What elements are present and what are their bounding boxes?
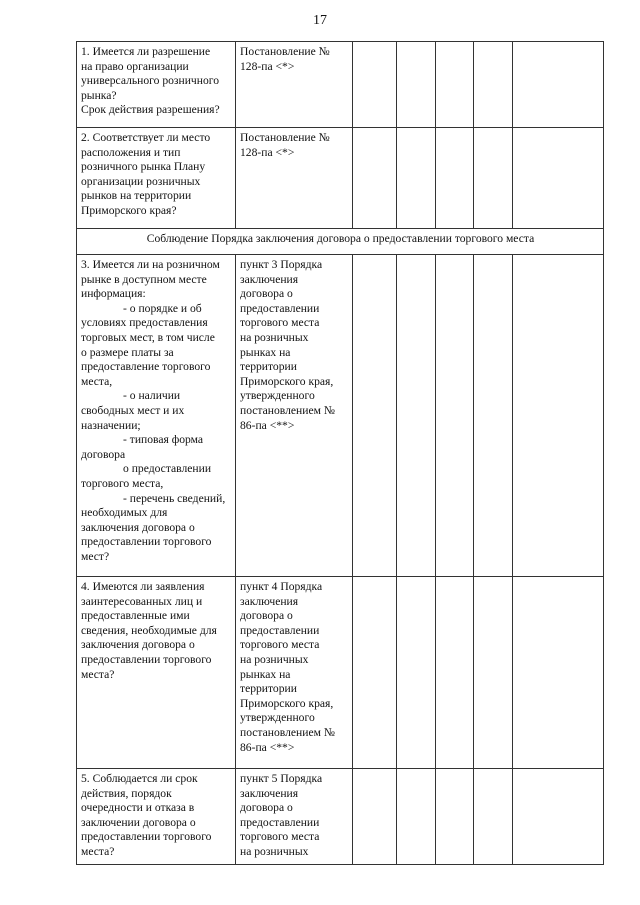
question-line: 3. Имеется ли на розничном [81, 258, 220, 271]
basis-line: Постановление № [240, 131, 330, 144]
question-line: места, [81, 374, 113, 388]
question-line: универсального розничного [81, 74, 220, 88]
basis-line: договора о [240, 287, 293, 301]
question-line: - о наличии [123, 389, 181, 403]
basis-line: на розничных [240, 844, 309, 858]
basis-line: Приморского края, [240, 374, 334, 388]
basis-line: территории [240, 682, 297, 696]
basis-line: 128-па <*> [240, 145, 295, 159]
question-line: мест? [81, 549, 110, 563]
basis-line: на розничных [240, 652, 309, 666]
page-number: 17 [313, 13, 327, 28]
basis-line: предоставлении [240, 623, 320, 637]
question-line: свободных мест и их [81, 403, 185, 417]
legal-basis-cell [236, 42, 353, 128]
empty-cell[interactable] [513, 42, 604, 128]
basis-line: договора о [240, 801, 293, 815]
empty-cell[interactable] [397, 577, 436, 769]
basis-line: заключения [240, 786, 299, 800]
empty-cell[interactable] [513, 769, 604, 865]
question-line: - о порядке и об [123, 301, 202, 315]
question-line: назначении; [81, 418, 141, 432]
empty-cell[interactable] [353, 769, 397, 865]
question-line: очередности и отказа в [81, 801, 195, 815]
basis-line: заключения [240, 272, 299, 286]
section-heading: Соблюдение Порядка заключения договора о предоставлении торгового места [77, 229, 604, 255]
basis-line: территории [240, 360, 297, 374]
question-line: информация: [81, 287, 146, 301]
basis-line: торгового места [240, 830, 320, 844]
question-line: на право организации [81, 59, 189, 73]
legal-basis-cell [236, 255, 353, 577]
empty-cell[interactable] [474, 769, 513, 865]
question-line: организации розничных [81, 174, 201, 188]
empty-cell[interactable] [436, 42, 474, 128]
basis-line: утвержденного [240, 389, 315, 403]
empty-cell[interactable] [513, 255, 604, 577]
basis-line: утвержденного [240, 711, 315, 725]
question-cell [77, 42, 236, 128]
table-row [77, 577, 604, 769]
legal-basis-cell [236, 128, 353, 229]
basis-line: предоставлении [240, 301, 320, 315]
empty-cell[interactable] [353, 577, 397, 769]
basis-line: пункт 5 Порядка [240, 772, 323, 785]
question-line: 2. Соответствует ли место [81, 131, 211, 144]
question-line: 4. Имеются ли заявления [81, 580, 205, 593]
basis-line: торгового места [240, 638, 320, 652]
question-cell [77, 769, 236, 865]
question-line: предоставленные ими [81, 609, 190, 623]
empty-cell[interactable] [397, 42, 436, 128]
question-line: заключения договора о [81, 638, 195, 652]
question-line: расположения и тип [81, 145, 181, 159]
question-line: Приморского края? [81, 203, 177, 217]
checklist-table [76, 41, 604, 865]
question-line: 1. Имеется ли разрешение [81, 45, 211, 58]
question-line: предоставлении торгового [81, 535, 212, 549]
question-line: - типовая форма [123, 433, 204, 447]
question-line: рынков на территории [81, 189, 192, 203]
empty-cell[interactable] [474, 128, 513, 229]
empty-cell[interactable] [474, 42, 513, 128]
question-line: предоставлении торгового [81, 652, 212, 666]
basis-line: пункт 3 Порядка [240, 258, 323, 271]
question-line: места? [81, 667, 115, 681]
empty-cell[interactable] [513, 577, 604, 769]
question-line: необходимых для [81, 506, 168, 520]
question-line: предоставлении торгового [81, 830, 212, 844]
empty-cell[interactable] [397, 255, 436, 577]
basis-line: заключения [240, 594, 299, 608]
empty-cell[interactable] [436, 769, 474, 865]
question-line: розничного рынка Плану [81, 160, 206, 174]
basis-line: Приморского края, [240, 696, 334, 710]
empty-cell[interactable] [436, 128, 474, 229]
question-line: рынке в доступном месте [81, 272, 207, 286]
question-line: заинтересованных лиц и [81, 594, 203, 608]
table-row [77, 255, 604, 577]
question-line: предоставление торгового [81, 360, 211, 374]
question-line: места? [81, 844, 115, 858]
basis-line: Постановление № [240, 45, 330, 58]
basis-line: 86-па <**> [240, 418, 295, 432]
question-line: действия, порядок [81, 786, 172, 800]
basis-line: 86-па <**> [240, 740, 295, 754]
empty-cell[interactable] [397, 128, 436, 229]
basis-line: 128-па <*> [240, 59, 295, 73]
question-line: заключении договора о [81, 815, 196, 829]
question-line: Срок действия разрешения? [81, 103, 220, 117]
legal-basis-cell [236, 577, 353, 769]
question-line: заключения договора о [81, 520, 195, 534]
empty-cell[interactable] [513, 128, 604, 229]
question-line: - перечень сведений, [123, 491, 226, 505]
empty-cell[interactable] [353, 42, 397, 128]
empty-cell[interactable] [353, 128, 397, 229]
question-line: рынка? [81, 88, 117, 102]
basis-line: на розничных [240, 330, 309, 344]
question-line: торгового места, [81, 476, 164, 490]
empty-cell[interactable] [474, 255, 513, 577]
question-line: условиях предоставления [81, 316, 208, 330]
basis-line: постановлением № [240, 403, 335, 417]
question-line: торговых мест, в том числе [81, 330, 215, 344]
question-line: о предоставлении [123, 462, 212, 476]
empty-cell[interactable] [474, 577, 513, 769]
section-row [77, 229, 604, 255]
basis-line: рынках на [240, 345, 291, 359]
question-cell [77, 255, 236, 577]
basis-line: торгового места [240, 316, 320, 330]
basis-line: договора о [240, 609, 293, 623]
basis-line: пункт 4 Порядка [240, 580, 323, 593]
basis-line: предоставлении [240, 815, 320, 829]
empty-cell[interactable] [397, 769, 436, 865]
table-row [77, 769, 604, 865]
basis-line: рынках на [240, 667, 291, 681]
empty-cell[interactable] [436, 577, 474, 769]
table-row [77, 42, 604, 128]
legal-basis-cell [236, 769, 353, 865]
empty-cell[interactable] [353, 255, 397, 577]
basis-line: постановлением № [240, 725, 335, 739]
empty-cell[interactable] [436, 255, 474, 577]
question-cell [77, 128, 236, 229]
question-line: 5. Соблюдается ли срок [81, 772, 198, 785]
question-cell [77, 577, 236, 769]
question-line: сведения, необходимые для [81, 623, 217, 637]
question-line: о размере платы за [81, 345, 174, 359]
table-row [77, 128, 604, 229]
question-line: договора [81, 447, 126, 461]
